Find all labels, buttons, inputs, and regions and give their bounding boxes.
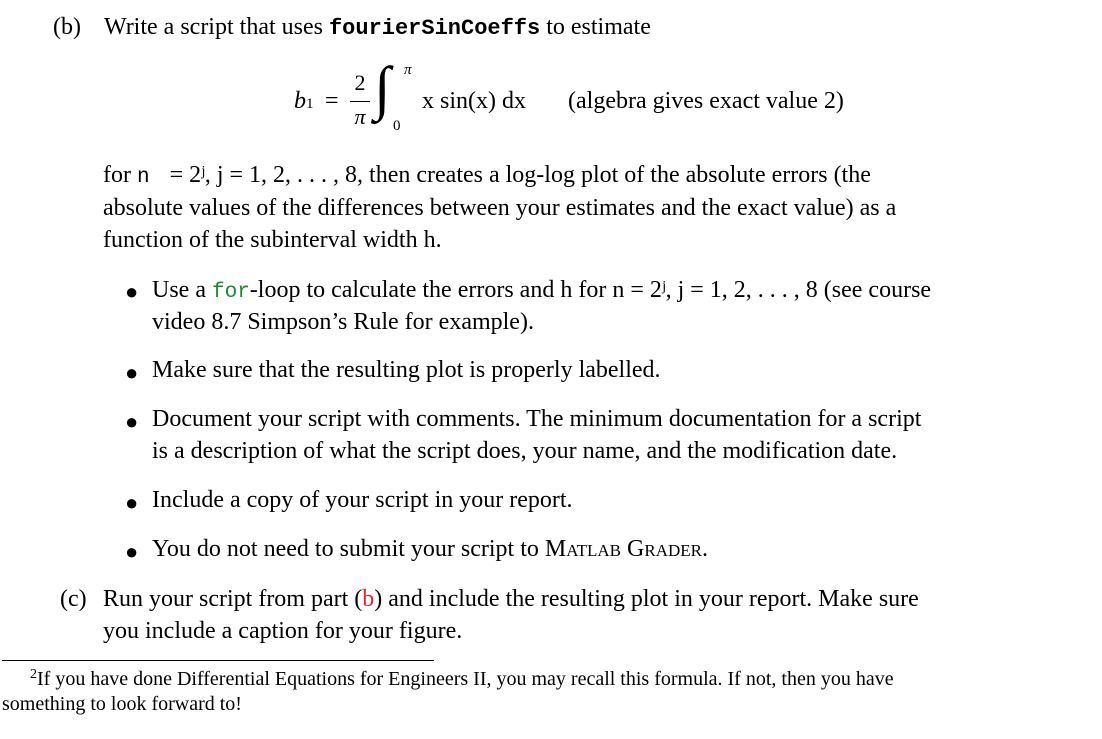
bullet-2: Make sure that the resulting plot is properly labelled. xyxy=(152,357,661,383)
bullet-4: Include a copy of your script in your report. xyxy=(152,487,573,513)
bullet-marker: ● xyxy=(125,490,139,515)
part-b-intro-after: to estimate xyxy=(540,14,651,40)
part-b-intro-before: Write a script that uses xyxy=(104,14,329,40)
eq-equals: = xyxy=(325,88,339,114)
bullet-1-line-1: Use a for-loop to calculate the errors and h for n = 2ʲ, j = 1, 2, . . . , 8 (see course xyxy=(152,277,932,304)
function-name: fourierSinCoeffs xyxy=(328,16,541,41)
frac-bar xyxy=(350,101,370,102)
bullet-marker: ● xyxy=(125,409,139,434)
integrand: x sin(x) dx xyxy=(422,88,526,114)
bullet-1-line-2: video 8.7 Simpson’s Rule for example). xyxy=(152,309,534,335)
footnote-line-1: $^2$If you have done Differential Equations for Engineers II, you may recall this formula. If not, then you have xyxy=(30,667,894,690)
int-upper: π xyxy=(404,62,412,78)
footnote-rule xyxy=(2,660,434,661)
int-lower: 0 xyxy=(393,118,401,134)
part-b-label: (b) xyxy=(53,14,81,40)
para-line-1: for n = 2ʲ, j = 1, 2, . . . , 8, then creates a log-log plot of the absolute errors (the xyxy=(103,162,871,189)
footnote-line-2: something to look forward to! xyxy=(2,693,242,715)
eq-note: (algebra gives exact value 2) xyxy=(568,88,844,114)
para-line-3: function of the subinterval width h. xyxy=(103,227,442,253)
bullet-3-line-1: Document your script with comments. The minimum documentation for a script xyxy=(152,406,922,432)
bullet-marker: ● xyxy=(125,279,139,304)
frac-den: π xyxy=(354,104,366,129)
frac-num: 2 xyxy=(354,70,366,95)
bullet-3-line-2: is a description of what the script does, your name, and the modification date. xyxy=(152,438,898,464)
bullet-marker: ● xyxy=(125,360,139,385)
bullet-marker: ● xyxy=(125,539,139,564)
part-c-line-2: you include a caption for your figure. xyxy=(103,618,463,644)
part-c-line-1: Run your script from part (b) and include the resulting plot in your report. Make sure xyxy=(103,586,919,612)
footnote-marker: 2 xyxy=(30,667,37,682)
bullet-5: You do not need to submit your script to Matlab Grader. xyxy=(152,536,708,562)
para-line-2: absolute values of the differences between your estimates and the exact value) as a xyxy=(103,195,897,221)
part-b-reference-link[interactable]: b xyxy=(362,586,375,612)
eq-lhs: b1 xyxy=(294,88,314,114)
integral-sign: ∫ xyxy=(374,55,391,121)
part-c-label: (c) xyxy=(60,586,87,612)
part-b-intro xyxy=(104,14,651,41)
